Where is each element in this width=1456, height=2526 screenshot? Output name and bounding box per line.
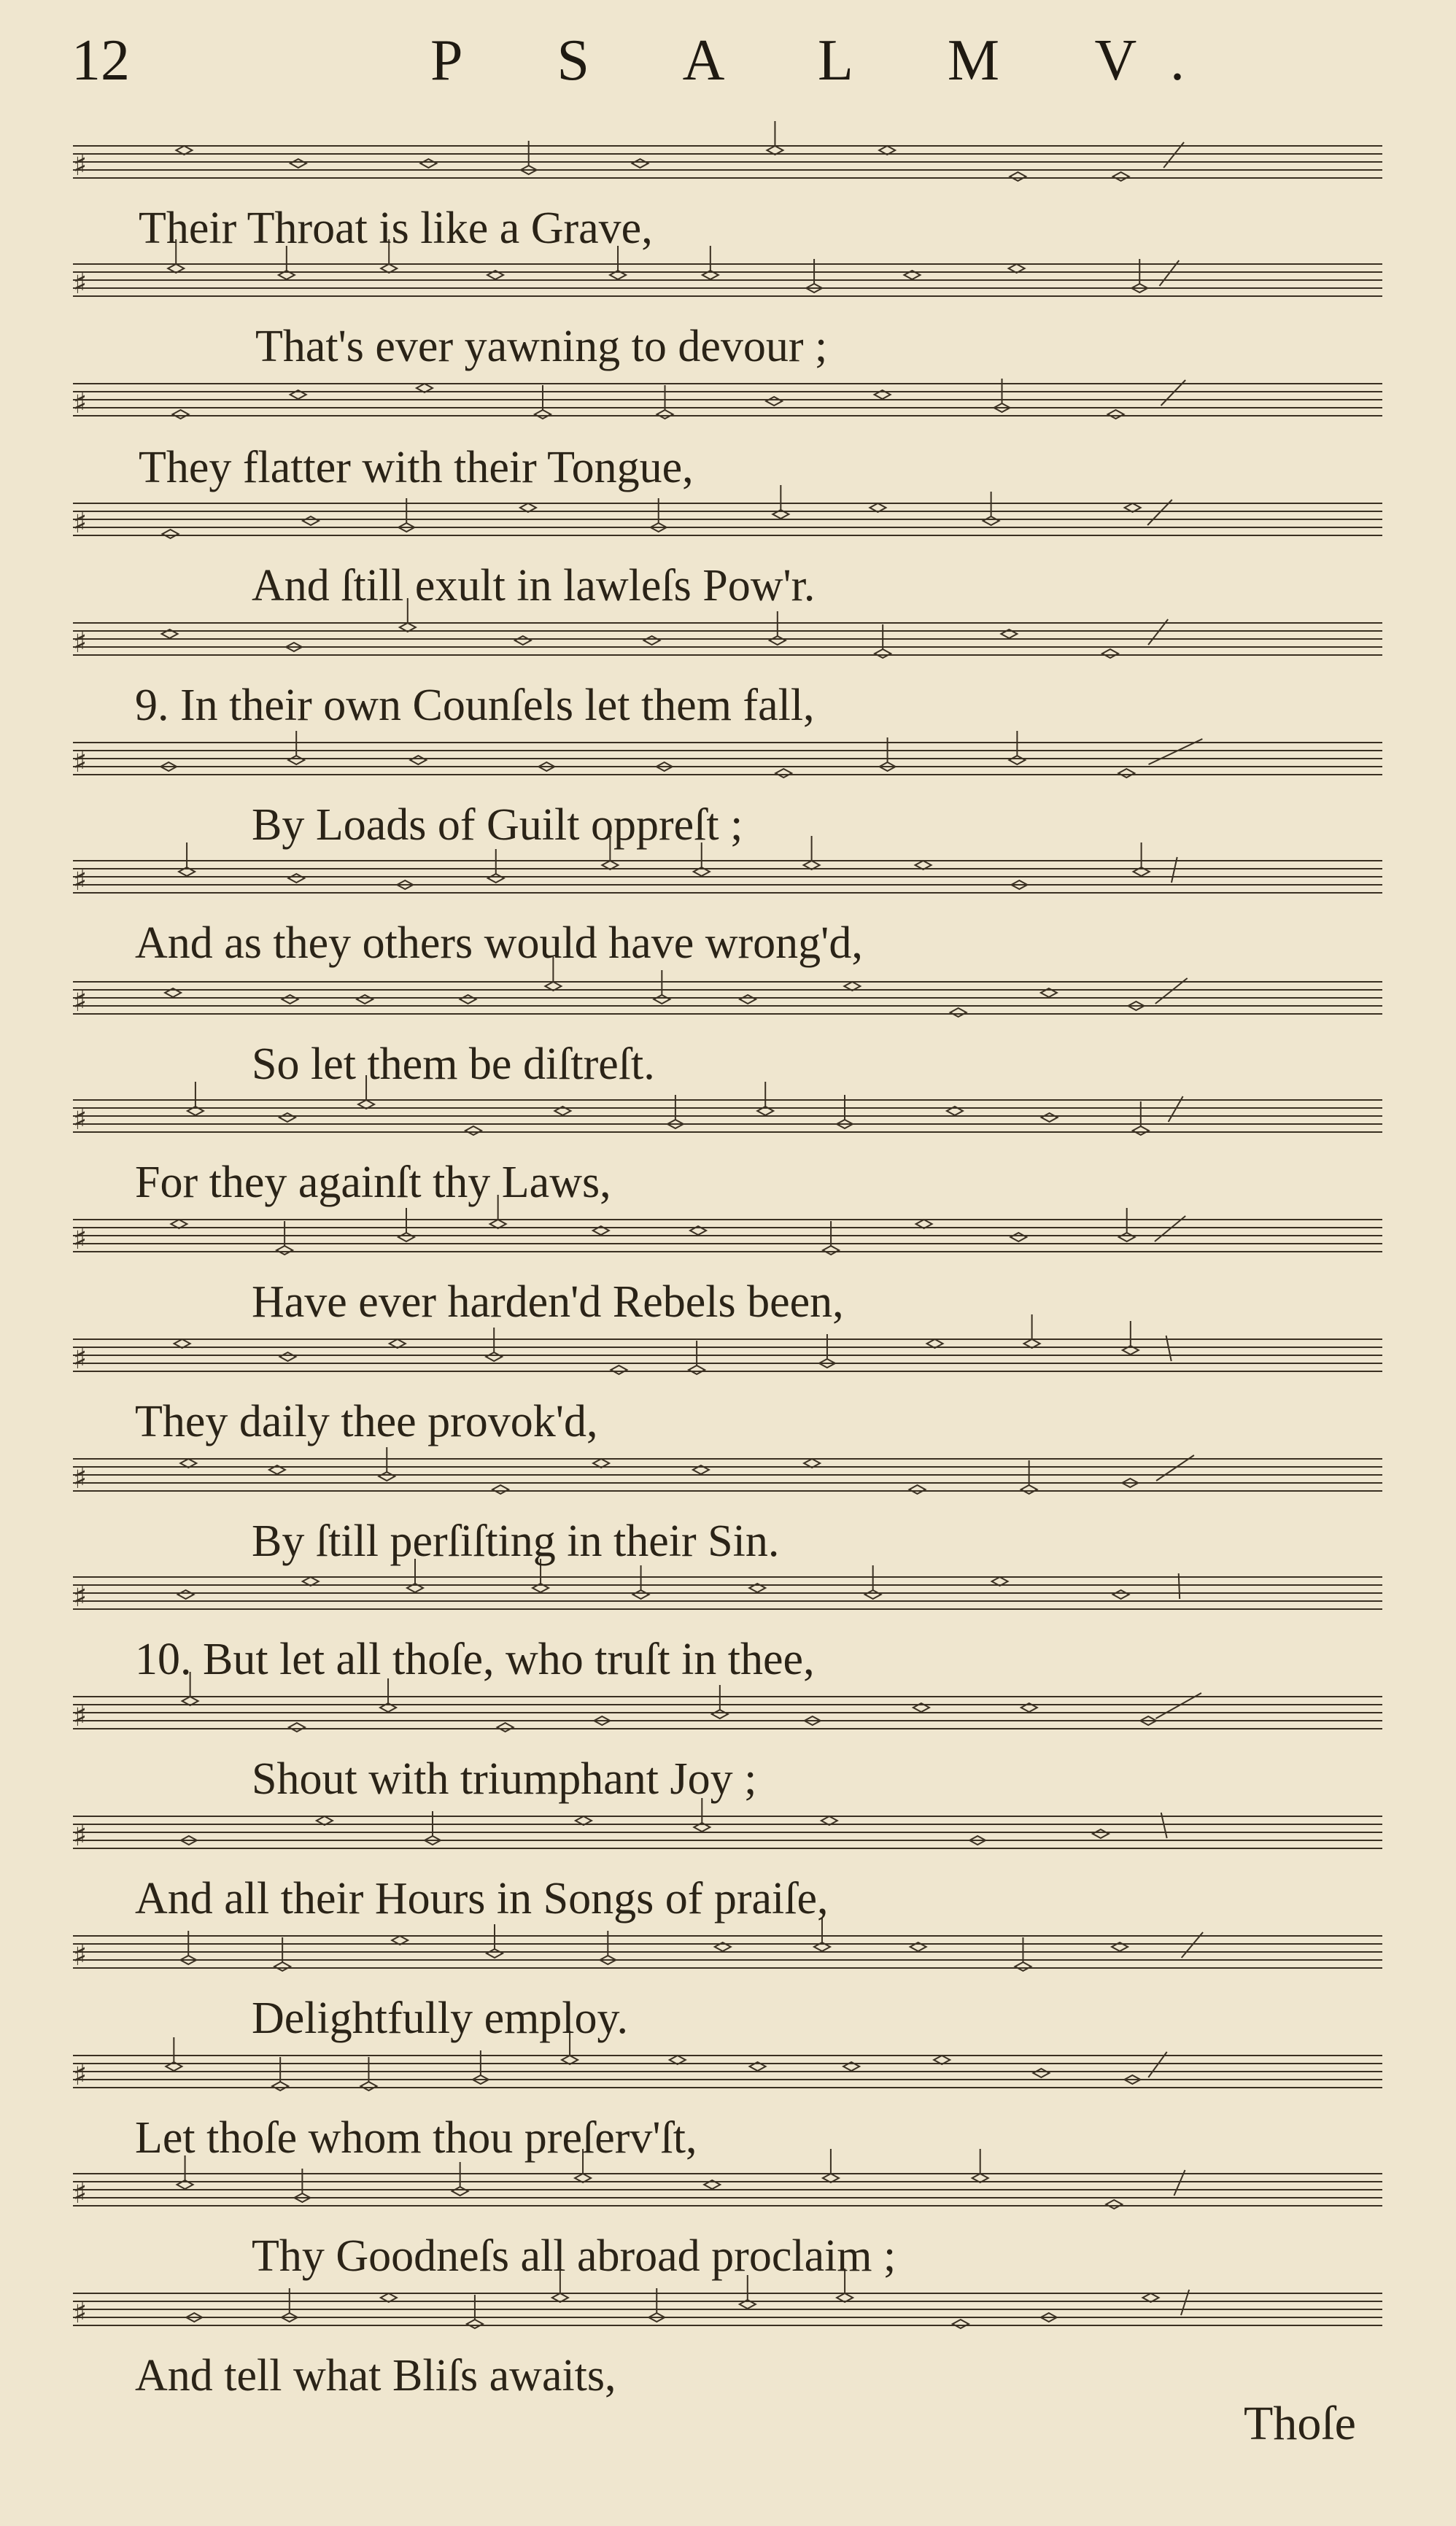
- staff: [73, 1918, 1382, 1972]
- lyric-line: And ſtill exult in lawleſs Pow'r.: [252, 561, 816, 611]
- staff: [73, 1798, 1382, 1853]
- staff: [73, 379, 1382, 420]
- lyric-line: That's ever yawning to devour ;: [255, 322, 828, 371]
- svg-text:♯: ♯: [73, 267, 88, 301]
- svg-text:♯: ♯: [73, 2296, 88, 2330]
- lyric-line: Let thoſe whom thou preſerv'ſt,: [135, 2113, 697, 2163]
- svg-text:♯: ♯: [73, 2058, 88, 2092]
- lyric-line: By Loads of Guilt oppreſt ;: [252, 800, 743, 850]
- lyric-line: By ſtill perſiſting in their Sin.: [252, 1516, 780, 1566]
- svg-text:♯: ♯: [73, 864, 88, 897]
- lyric-line: Have ever harden'd Rebels been,: [252, 1277, 844, 1327]
- lyric-line: Thy Goodneſs all abroad proclaim ;: [252, 2231, 897, 2281]
- lyric-line: And tell what Bliſs awaits,: [135, 2351, 616, 2401]
- lyric-line: 10. But let all thoſe, who truſt in thee,: [135, 1635, 815, 1684]
- lyric-line: And as they others would have wrong'd,: [135, 918, 863, 968]
- lyric-line: And all their Hours in Songs of praiſe,: [135, 1874, 829, 1923]
- lyric-line: They flatter with their Tongue,: [139, 443, 694, 492]
- svg-text:♯: ♯: [73, 1342, 88, 1376]
- svg-text:♯: ♯: [73, 1700, 88, 1733]
- svg-text:♯: ♯: [73, 506, 88, 540]
- svg-text:♯: ♯: [73, 745, 88, 779]
- lyric-line: 9. In their own Counſels let them fall,: [135, 681, 815, 730]
- page-number: 12: [71, 28, 130, 93]
- lyric-line: For they againſt thy Laws,: [135, 1158, 611, 1207]
- svg-text:♯: ♯: [73, 149, 88, 182]
- svg-text:♯: ♯: [73, 1462, 88, 1495]
- svg-text:♯: ♯: [73, 985, 88, 1018]
- running-title: P S A L M V.: [430, 28, 1226, 93]
- svg-text:♯: ♯: [73, 626, 88, 659]
- staff: [73, 121, 1382, 182]
- svg-text:♯: ♯: [73, 387, 88, 420]
- lyric-line: Delightfully employ.: [252, 1994, 629, 2043]
- svg-text:♯: ♯: [73, 1223, 88, 1256]
- svg-text:♯: ♯: [73, 2177, 88, 2210]
- svg-text:♯: ♯: [73, 1819, 88, 1853]
- lyric-line: Shout with triumphant Joy ;: [252, 1754, 757, 1804]
- staff: [73, 1447, 1382, 1495]
- lyric-line: They daily thee provok'd,: [135, 1397, 598, 1446]
- catchword: Thoſe: [1244, 2397, 1356, 2450]
- lyric-line: So let them be diſtreſt.: [252, 1039, 655, 1089]
- svg-text:♯: ♯: [73, 1103, 88, 1136]
- lyric-line: Their Throat is like a Grave,: [139, 204, 653, 253]
- staff: [73, 731, 1382, 779]
- svg-text:♯: ♯: [73, 1939, 88, 1972]
- svg-text:♯: ♯: [73, 1580, 88, 1613]
